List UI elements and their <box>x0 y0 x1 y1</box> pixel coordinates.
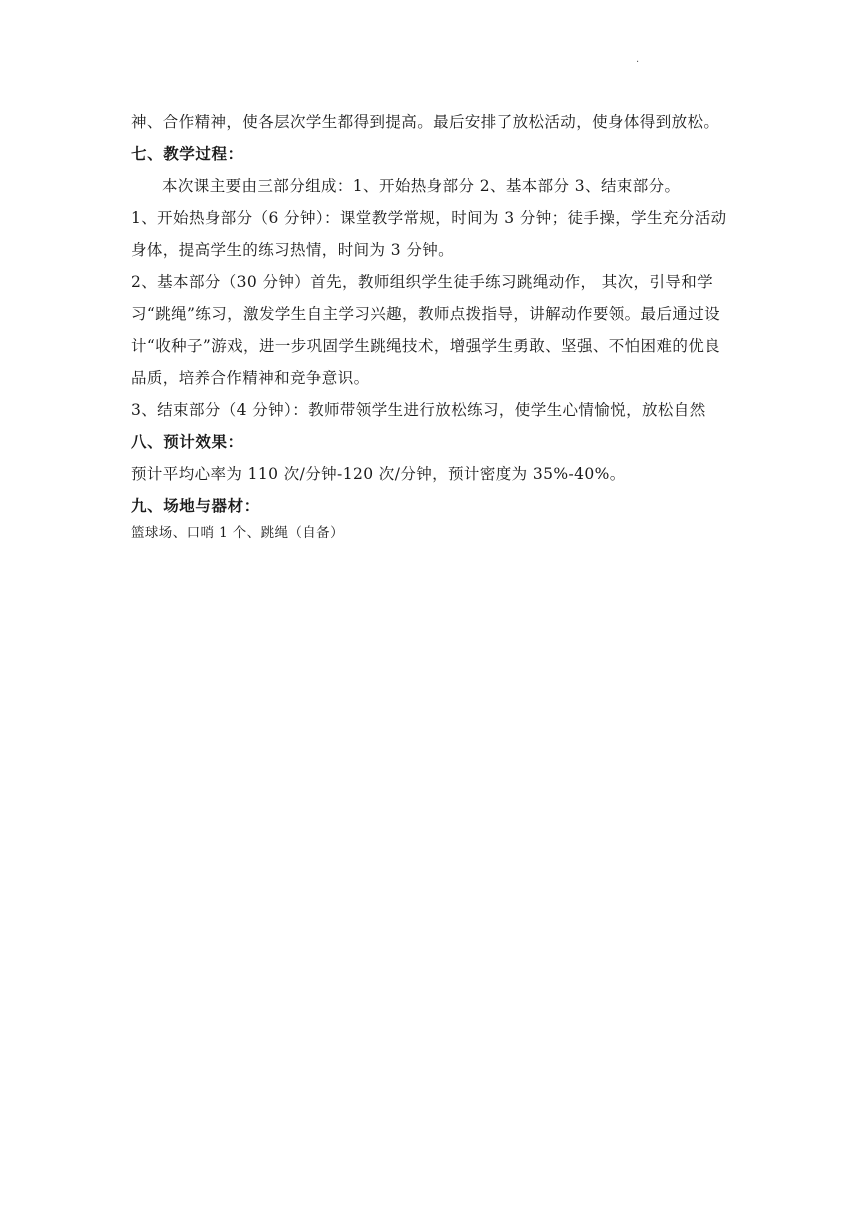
section-7-part-1: 1、开始热身部分（6 分钟）：课堂教学常规，时间为 3 分钟；徒手操，学生充分活动身体，提高学生的练习热情，时间为 3 分钟。 <box>131 209 727 259</box>
section-9-text: 篮球场、口哨 1 个、跳绳（自备） <box>131 525 344 541</box>
section-7-part-3: 3、结束部分（4 分钟）：教师带领学生进行放松练习，使学生心情愉悦，放松自然 <box>131 401 706 419</box>
document-body <box>131 106 731 544</box>
header-mark: · <box>636 57 640 68</box>
section-7-heading: 七、教学过程： <box>131 145 244 163</box>
intro-continuation: 神、合作精神，使各层次学生都得到提高。最后安排了放松活动，使身体得到放松。 <box>131 113 720 131</box>
section-7-overview: 本次课主要由三部分组成：1、开始热身部分 2、基本部分 3、结束部分。 <box>162 177 681 195</box>
section-9-heading: 九、场地与器材： <box>131 497 260 515</box>
section-8-text: 预计平均心率为 110 次/分钟-120 次/分钟，预计密度为 35%-40%。 <box>131 465 626 483</box>
section-8-heading: 八、预计效果： <box>131 433 244 451</box>
section-7-part-2: 2、基本部分（30 分钟）首先，教师组织学生徒手练习跳绳动作， 其次，引导和学习“跳绳”练习，激发学生自主学习兴趣，教师点拨指导，讲解动作要领。最后通过设计“收种子”游戏，进一步巩固学生跳绳技术，增强学生勇敢、坚强、不怕困难的优良品质，培养合作精神和竞争意识。 <box>131 273 721 387</box>
